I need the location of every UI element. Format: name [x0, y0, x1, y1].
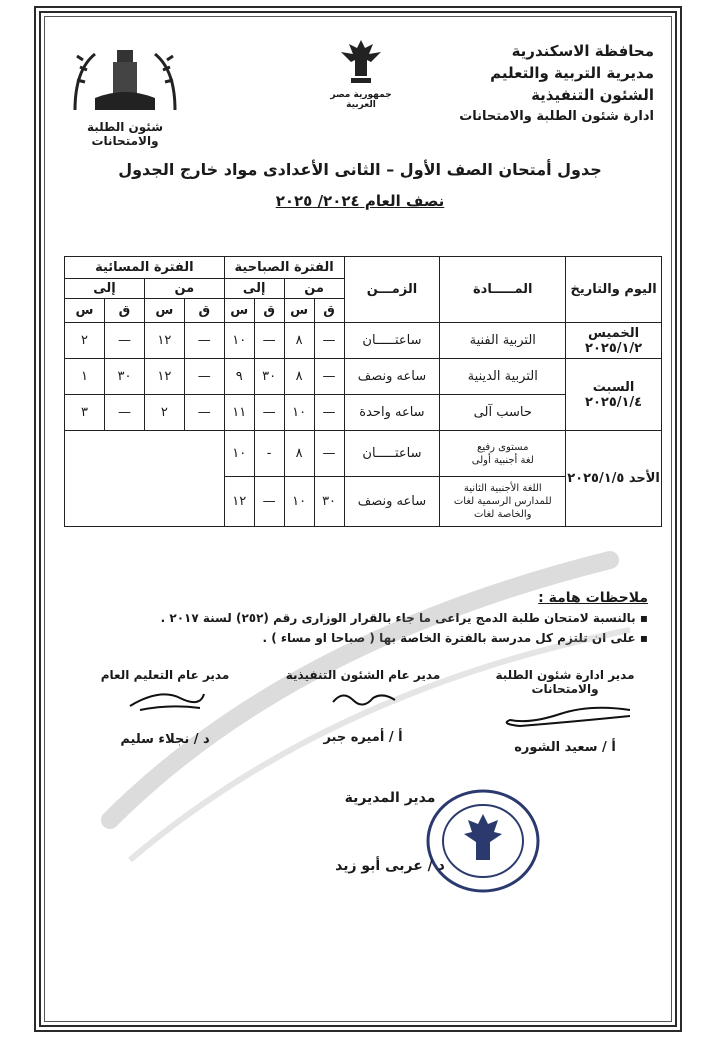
emblem-caption: جمهورية مصر العربية [330, 90, 392, 110]
row-duration: ساعه واحدة [344, 395, 440, 431]
signatory-name: أ / أميره جبر [323, 730, 403, 745]
handwritten-signature [120, 682, 210, 716]
subject-line: اللغة الأجنبية الثانية [463, 483, 542, 494]
egypt-eagle-emblem [316, 36, 406, 110]
signature-block-executive-affairs [278, 668, 448, 745]
signatory-name: د / نجلاء سليم [120, 732, 210, 747]
cell: — [184, 359, 224, 395]
cell: — [314, 359, 344, 395]
cell: ١ [65, 359, 105, 395]
cell: ١١ [224, 395, 254, 431]
table-row [65, 323, 662, 359]
signatory-name: أ / سعيد الشوره [514, 740, 616, 755]
cell: ١٠ [224, 431, 254, 477]
cell: ١٢ [144, 323, 184, 359]
row-day: الخميس ٢٠٢٥/١/٢ [566, 323, 662, 359]
cell: ٣ [65, 395, 105, 431]
cell: ١٠ [284, 395, 314, 431]
note-item: ▪ على ان تلتزم كل مدرسة بالفترة الخاصة بها ( صباحا او مساء ) . [262, 631, 648, 645]
subject-line: مستوى رفيع [477, 441, 529, 453]
header-q: ق [105, 299, 145, 323]
cell: — [184, 395, 224, 431]
signatory-title: مدير عام التعليم العام [100, 668, 230, 682]
header-q: ق [254, 299, 284, 323]
cell: ٢ [144, 395, 184, 431]
cell: — [105, 323, 145, 359]
table-row [65, 431, 662, 477]
row-day: الأحد ٢٠٢٥/١/٥ [566, 431, 662, 527]
handwritten-signature [490, 696, 640, 732]
cell: — [314, 323, 344, 359]
cell: — [254, 477, 284, 527]
note-item: ▪ بالنسبة لامتحان طلبة الدمج يراعى ما جاء بالقرار الوزارى رقم (٢٥٢) لسنة ٢٠١٧ . [160, 611, 648, 625]
cell: ١٠ [224, 323, 254, 359]
cell: ٨ [284, 431, 314, 477]
header-s: س [65, 299, 105, 323]
row-duration: ساعتـــــان [344, 323, 440, 359]
cell: ٩ [224, 359, 254, 395]
cell: — [184, 323, 224, 359]
header-evening-to: إلى [65, 279, 145, 299]
exam-subtitle: نصف العام ٢٠٢٤/ ٢٠٢٥ [275, 192, 445, 210]
header-q: ق [184, 299, 224, 323]
header-s: س [144, 299, 184, 323]
signature-block-student-affairs [470, 668, 660, 755]
student-affairs-logo [60, 40, 190, 148]
row-subject: التربية الفنية [440, 323, 566, 359]
logo-caption: شئون الطلبة والامتحانات [86, 120, 164, 148]
subject-line: لغة أجنبية أولى [471, 454, 534, 466]
header-s: س [224, 299, 254, 323]
row-subject: التربية الدينية [440, 359, 566, 395]
subject-line: للمدارس الرسمية لغات [453, 496, 552, 507]
signature-block-directorate [290, 790, 490, 874]
cell: - [254, 431, 284, 477]
cell: — [254, 323, 284, 359]
header-duration: الزمـــن [344, 257, 440, 323]
department-name: الشئون التنفيذية [531, 86, 654, 104]
row-duration: ساعتـــــان [344, 431, 440, 477]
subject-line: والخاصة لغات [473, 509, 532, 520]
row-duration: ساعه ونصف [344, 477, 440, 527]
cell: — [314, 395, 344, 431]
row-subject [440, 477, 566, 527]
row-duration: ساعه ونصف [344, 359, 440, 395]
row-day: السبت ٢٠٢٥/١/٤ [566, 359, 662, 431]
row-subject: حاسب آلى [440, 395, 566, 431]
header-morning-to: إلى [224, 279, 284, 299]
signatory-title: مدير ادارة شئون الطلبة والامتحانات [495, 668, 635, 696]
cell: — [105, 395, 145, 431]
header-q: ق [314, 299, 344, 323]
row-subject [440, 431, 566, 477]
exam-schedule-table [64, 256, 662, 527]
handwritten-signature [323, 682, 403, 712]
header-morning-period: الفترة الصباحية [224, 257, 344, 279]
table-row [65, 359, 662, 395]
directorate-name: مديرية التربية والتعليم [490, 64, 654, 82]
cell: ١٢ [144, 359, 184, 395]
cell: ٣٠ [254, 359, 284, 395]
cell: ٢ [65, 323, 105, 359]
cell: — [254, 395, 284, 431]
governorate-name: محافظة الاسكندرية [511, 42, 654, 60]
signature-block-general-education [80, 668, 250, 747]
administration-name: ادارة شئون الطلبة والامتحانات [459, 109, 654, 124]
signatory-name: د / عربى أبو زيد [335, 858, 445, 874]
header-evening-period: الفترة المسائية [65, 257, 225, 279]
signatory-title: مدير عام الشئون التنفيذية [285, 668, 441, 682]
cell: ٣٠ [105, 359, 145, 395]
header-evening-from: من [144, 279, 224, 299]
evening-empty-cell [65, 431, 225, 527]
cell: — [314, 431, 344, 477]
cell: ٨ [284, 359, 314, 395]
signatory-title: مدير المديرية [344, 790, 436, 806]
cell: ١٠ [284, 477, 314, 527]
notes-title: ملاحظات هامة : [538, 590, 648, 606]
header-authority [459, 40, 654, 128]
exam-title: جدول أمتحان الصف الأول – الثانى الأعدادى مواد خارج الجدول [118, 160, 602, 179]
header-day-date: اليوم والتاريخ [566, 257, 662, 323]
cell: ٣٠ [314, 477, 344, 527]
cell: ١٢ [224, 477, 254, 527]
header-s: س [284, 299, 314, 323]
cell: ٨ [284, 323, 314, 359]
header-subject: المـــــادة [440, 257, 566, 323]
header-morning-from: من [284, 279, 344, 299]
